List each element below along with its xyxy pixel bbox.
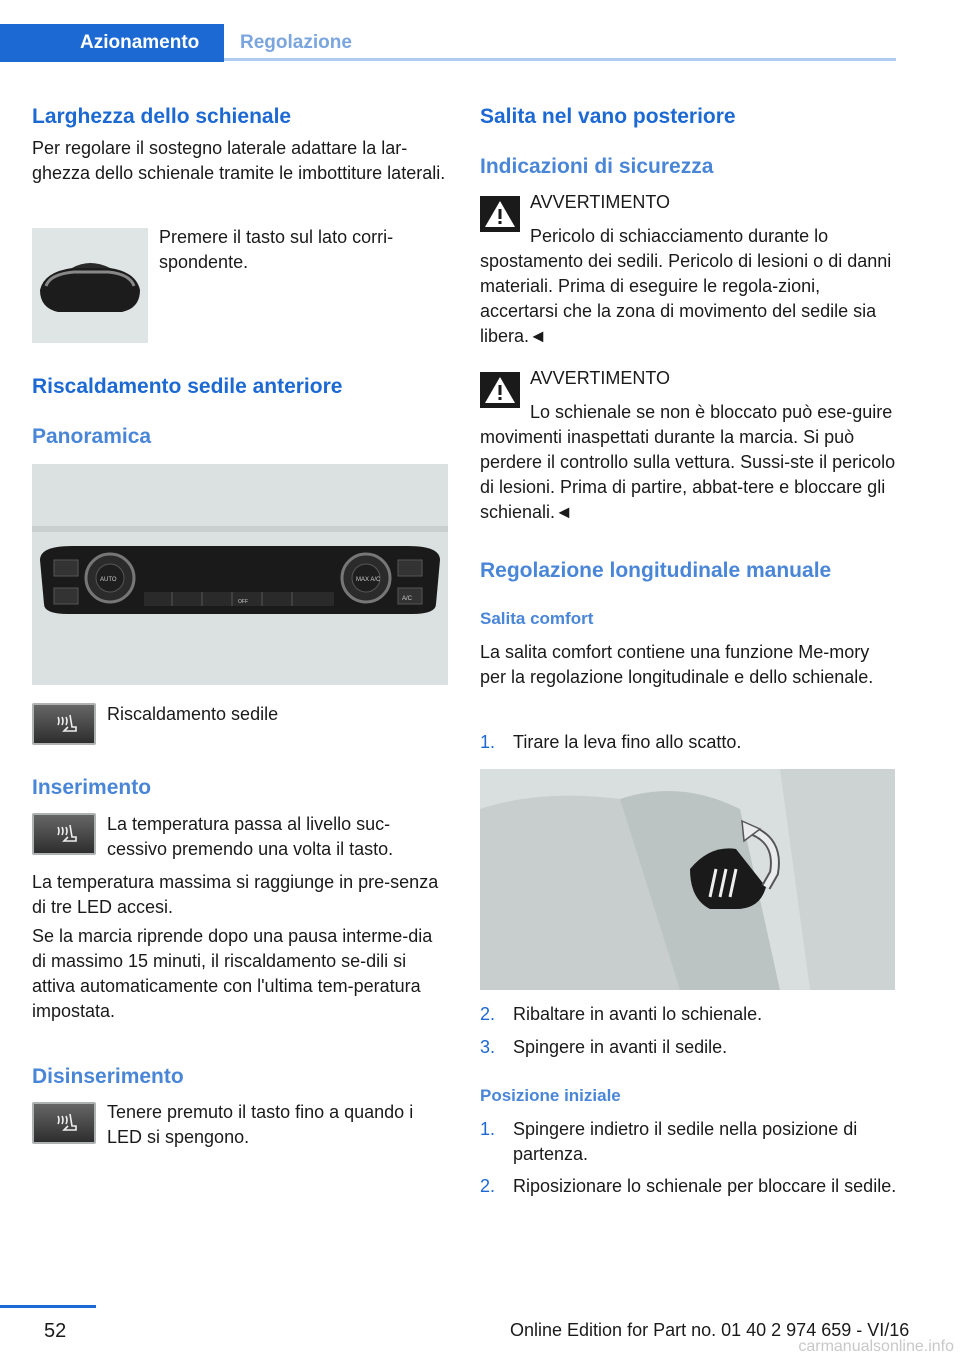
step-number: 2. xyxy=(480,1176,496,1196)
seat-lever-icon xyxy=(480,769,895,990)
warning-1-title: AVVERTIMENTO xyxy=(530,192,671,212)
text-seat-heating-label: Riscaldamento sedile xyxy=(107,704,279,724)
step-text: Spingere in avanti il sedile. xyxy=(513,1037,728,1057)
step-number: 2. xyxy=(480,1004,496,1024)
seat-heating-icon xyxy=(54,1112,78,1134)
step-text: Spingere indietro il sedile nella posizione di partenza. xyxy=(513,1119,858,1164)
text-switch-on: La temperatura passa al livello suc-cessivo premendo una volta il tasto. xyxy=(107,814,394,859)
step-text: Tirare la leva fino allo scatto. xyxy=(513,732,742,752)
heading-switch-on: Inserimento xyxy=(32,776,152,799)
footer-edition: Online Edition for Part no. 01 40 2 974 659 - VI/16 xyxy=(510,1320,910,1340)
text-press-button: Premere il tasto sul lato corri-spondente. xyxy=(159,227,394,272)
climate-panel-image xyxy=(32,464,448,685)
climate-panel-icon xyxy=(32,464,448,685)
step-text: Ribaltare in avanti lo schienale. xyxy=(513,1004,763,1024)
tab-regolazione[interactable]: Regolazione xyxy=(240,32,352,53)
warning-2-text: Lo schienale se non è bloccato può ese-guire movimenti inaspettati durante la marcia. Si può perdere il controllo sulla vettura. Sussi-ste il pericolo di lesioni. Prima di partire, abbat-tere e bloccare gli schienali.◄ xyxy=(480,402,896,522)
text-switch-off: Tenere premuto il tasto fino a quando i LED si spengono. xyxy=(107,1102,414,1147)
heading-switch-off: Disinserimento xyxy=(32,1065,184,1088)
page-number: 52 xyxy=(44,1320,67,1342)
heading-initial-position: Posizione iniziale xyxy=(480,1086,621,1105)
tab-azionamento[interactable]: Azionamento xyxy=(0,24,224,62)
seat-lever-image xyxy=(480,769,895,990)
text-auto-resume: Se la marcia riprende dopo una pausa interme-dia di massimo 15 minuti, il riscaldamento se-dili si attiva automaticamente con l'ultima tem-peratura impostata. xyxy=(32,926,433,1021)
warning-2-title: AVVERTIMENTO xyxy=(530,368,671,388)
header-tabs xyxy=(0,24,896,62)
seat-heating-button-off xyxy=(32,1102,96,1144)
step-number: 1. xyxy=(480,1119,496,1139)
seat-heating-icon xyxy=(54,713,78,735)
watermark: carmanualsonline.info xyxy=(798,1338,954,1355)
heading-rear-access: Salita nel vano posteriore xyxy=(480,105,736,128)
heading-comfort-entry: Salita comfort xyxy=(480,609,594,628)
step-number: 1. xyxy=(480,732,496,752)
heading-overview: Panoramica xyxy=(32,425,152,448)
seat-heating-button-on xyxy=(32,813,96,855)
backrest-button-icon xyxy=(32,228,148,343)
text-max-temp: La temperatura massima si raggiunge in pre-senza di tre LED accesi. xyxy=(32,872,439,917)
seat-heating-button-overview xyxy=(32,703,96,745)
warning-1-text: Pericolo di schiacciamento durante lo spostamento dei sedili. Pericolo di lesioni o di danni materiali. Prima di eseguire le regola-zioni, accertarsi che la zona di movimento del sedile sia libera.◄ xyxy=(480,226,892,346)
footer-divider xyxy=(0,1305,96,1308)
heading-manual-adjust: Regolazione longitudinale manuale xyxy=(480,559,832,582)
heading-seat-heating: Riscaldamento sedile anteriore xyxy=(32,375,343,398)
step-text: Riposizionare lo schienale per bloccare il sedile. xyxy=(513,1176,897,1196)
backrest-button-image xyxy=(32,228,148,343)
text-backrest-width: Per regolare il sostegno laterale adattare la lar-ghezza dello schienale tramite le imbottiture laterali. xyxy=(32,138,446,183)
panel-label-ac: A/C xyxy=(402,596,413,602)
panel-label-auto: AUTO xyxy=(100,577,117,583)
heading-safety: Indicazioni di sicurezza xyxy=(480,155,714,178)
seat-heating-icon xyxy=(54,823,78,845)
panel-label-maxac: MAX A/C xyxy=(356,577,381,583)
header-divider xyxy=(224,58,896,61)
heading-backrest-width: Larghezza dello schienale xyxy=(32,105,292,128)
panel-label-off: OFF xyxy=(238,599,248,605)
step-number: 3. xyxy=(480,1037,496,1057)
text-comfort-entry: La salita comfort contiene una funzione Me-mory per la regolazione longitudinale e dello schienale. xyxy=(480,642,874,687)
